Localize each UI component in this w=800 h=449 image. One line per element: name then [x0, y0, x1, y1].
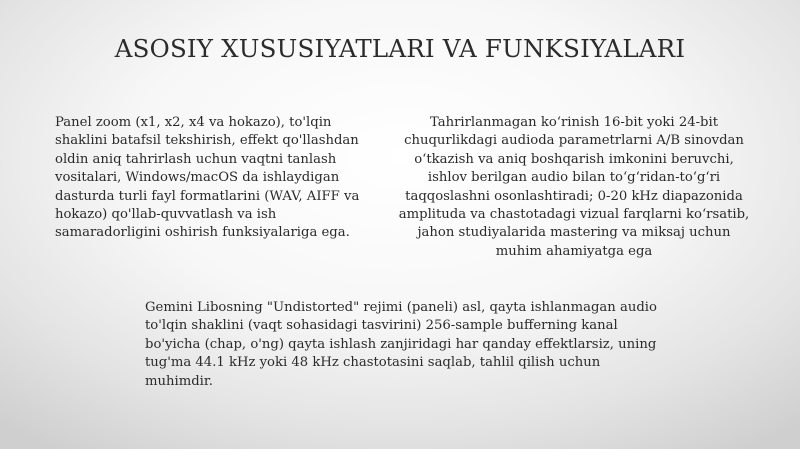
left-text-block: Panel zoom (x1, x2, x4 va hokazo), to'lqin shaklini batafsil tekshirish, effekt qo'llashdan oldin aniq tahrirlash uchun vaqtni tanlash vositalari, Windows/macOS da ishlaydigan dasturda turli fayl formatlarini (WAV, AIFF va hokazo) qo'llab-quvvatlash va ish samaradorligini oshirish funksiyalariga ega.: [55, 115, 360, 241]
slide-title: ASOSIY XUSUSIYATLARI VA FUNKSIYALARI: [114, 34, 686, 63]
bottom-text-block: Gemini Libosning "Undistorted" rejimi (paneli) asl, qayta ishlanmagan audio to'lqin shaklini (vaqt sohasidagi tasvirini) 256-sample bufferning kanal bo'yicha (chap, o'ng) qayta ishlash zanjiridagi har qanday effektlarsiz, uning tug'ma 44.1 kHz yoki 48 kHz chastotasini saqlab, tahlil qilish uchun muhimdir.: [145, 300, 657, 389]
right-text-block: Tahrirlanmagan koʻrinish 16-bit yoki 24-bit chuqurlikdagi audioda parametrlarni A/B sinovdan oʻtkazish va aniq boshqarish imkonini beruvchi, ishlov berilgan audio bilan toʻgʻridan-toʻgʻri taqqoslashni osonlashtiradi; 0-20 kHz diapazonida amplituda va chastotadagi vizual farqlarni koʻrsatib, jahon studiyalarida mastering va miksaj uchun muhim ahamiyatga ega: [398, 115, 750, 259]
